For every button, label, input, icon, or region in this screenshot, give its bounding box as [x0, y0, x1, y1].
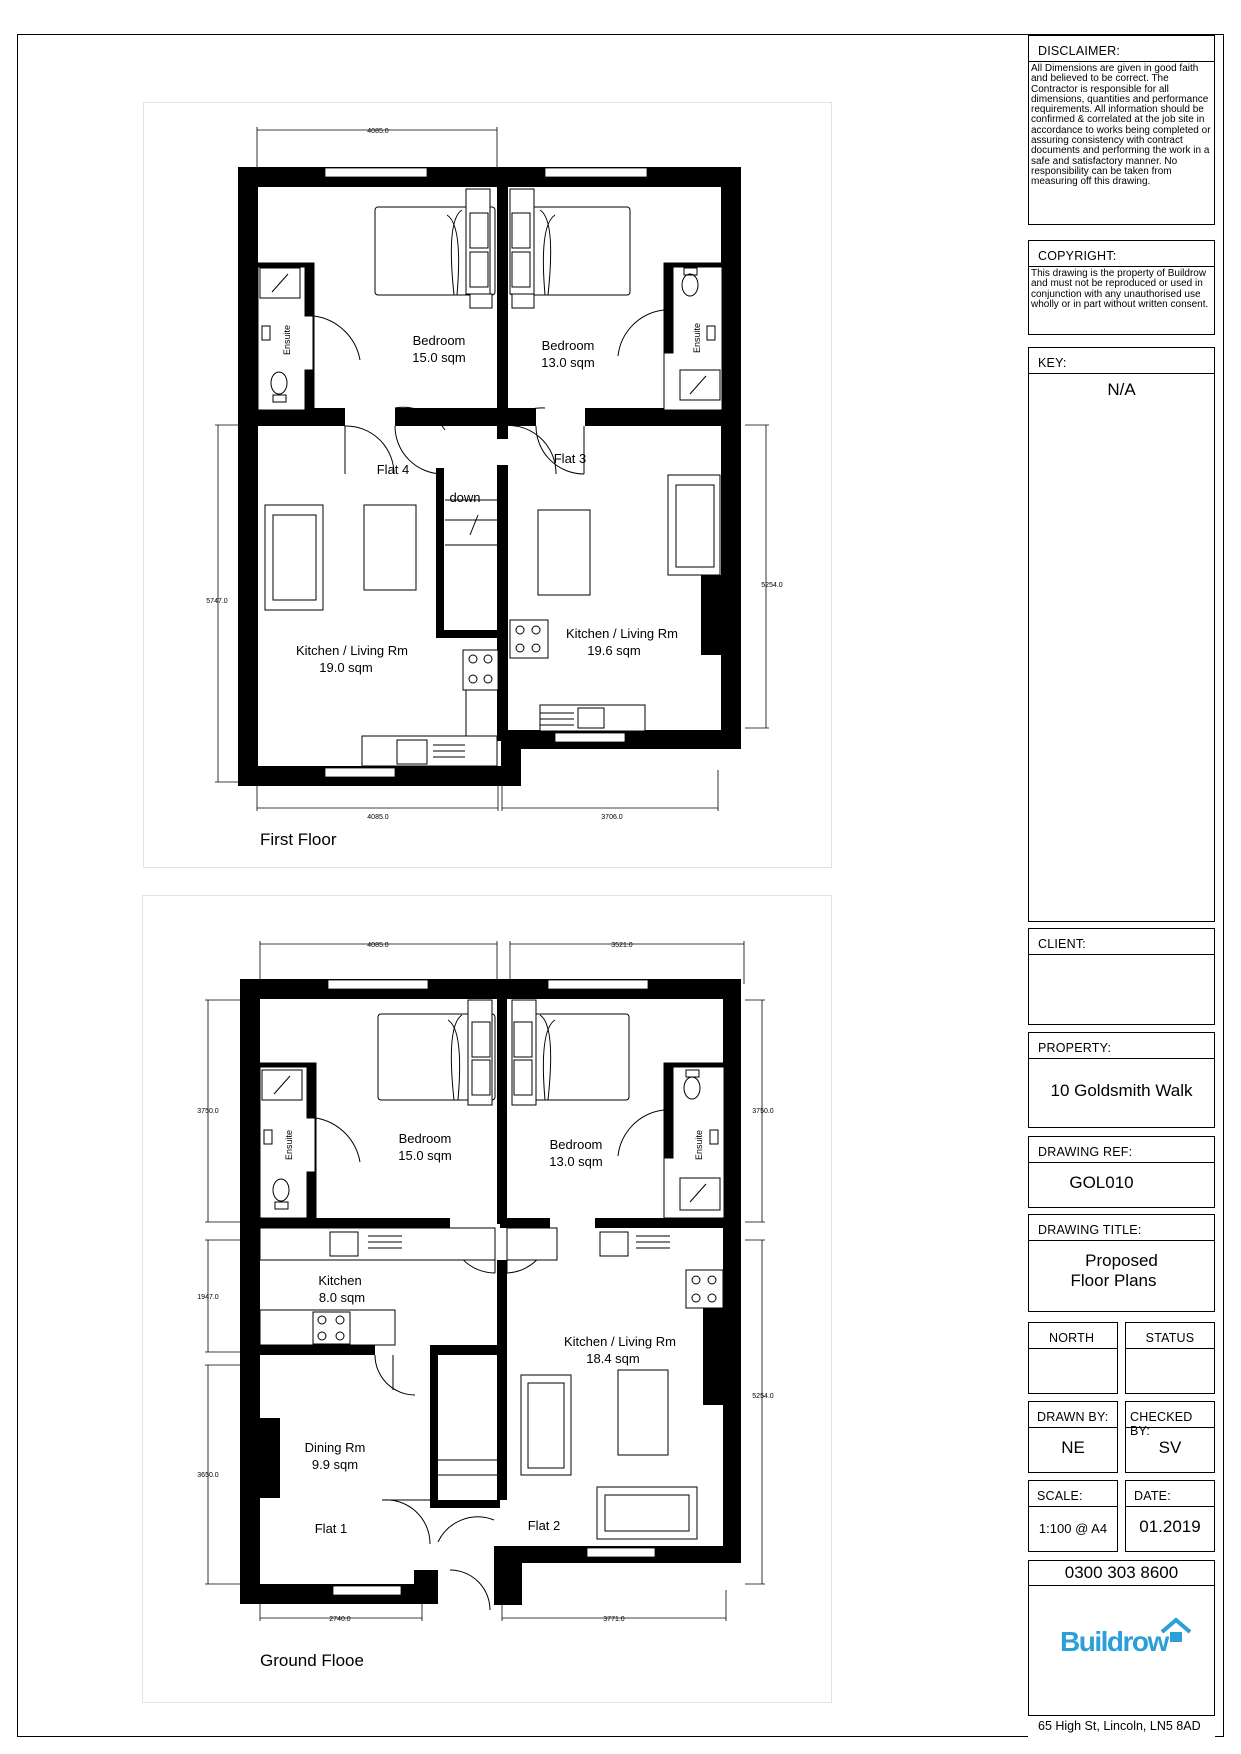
- ff-ensuite-left: Ensuite: [282, 324, 292, 356]
- north-box: [1028, 1322, 1118, 1394]
- gf-bed-right-name: Bedroom: [549, 1137, 603, 1152]
- logo-text: Buildrow: [1060, 1626, 1168, 1657]
- gf-kitchen-name: Kitchen: [318, 1273, 362, 1288]
- gf-bed-right-area: 13.0 sqm: [549, 1154, 603, 1169]
- drawn-by-label: DRAWN BY:: [1029, 1402, 1117, 1428]
- gf-dim-bottom-left: 2740.0: [329, 1616, 351, 1623]
- ff-kit-left-name: Kitchen / Living Rm: [296, 643, 408, 658]
- ff-kit-right-area: 19.6 sqm: [587, 643, 641, 658]
- scale-box: [1028, 1480, 1118, 1552]
- copyright-label: COPYRIGHT:: [1029, 241, 1214, 267]
- first-floor-plan: [206, 127, 783, 821]
- ff-dim-right: 5254.0: [761, 582, 783, 589]
- date-box: [1125, 1480, 1215, 1552]
- ff-dim-bottom-right: 3706.0: [601, 814, 623, 821]
- checked-by-box: [1125, 1401, 1215, 1473]
- address-text: 65 High St, Lincoln, LN5 8AD: [1038, 1719, 1201, 1733]
- gf-kit-right-name: Kitchen / Living Rm: [564, 1334, 676, 1349]
- status-box: [1125, 1322, 1215, 1394]
- ff-dim-top: 4085.0: [367, 128, 389, 135]
- gf-dining-area: 9.9 sqm: [311, 1457, 359, 1472]
- property-box: [1028, 1032, 1215, 1128]
- ground-floor-title: Ground Flooe: [260, 1651, 364, 1670]
- key-value: N/A: [1107, 380, 1136, 399]
- logo-box: [1028, 1586, 1215, 1716]
- gf-ensuite-left: Ensuite: [284, 1129, 294, 1161]
- first-floor-furniture: [265, 475, 720, 766]
- key-label: KEY:: [1029, 348, 1214, 374]
- drawing-title-line1: Proposed: [1085, 1251, 1158, 1270]
- drawing-ref-value: GOL010: [1069, 1173, 1134, 1192]
- gf-dim-left-bottom: 3650.0: [197, 1472, 219, 1479]
- disclaimer-text: All Dimensions are given in good faith and believed to be correct. The Contractor is responsible for all dimensions, quantities and performance requirements. All information should be confirmed & correlated at the job site in accordance to works being completed or assuring consistency with contract documents and performing the work in a safe and satisfactory manner. No responsibility can be taken from measuring off this drawing.: [1031, 63, 1211, 188]
- gf-dim-top-left: 4085.0: [367, 942, 389, 949]
- property-label: PROPERTY:: [1029, 1033, 1214, 1059]
- client-box: [1028, 928, 1215, 1025]
- drawn-by-box: [1028, 1401, 1118, 1473]
- ff-flat-right: Flat 3: [553, 451, 587, 466]
- ff-bed-right-area: 13.0 sqm: [541, 355, 595, 370]
- ff-flat-left: Flat 4: [376, 462, 410, 477]
- ff-kit-left-area: 19.0 sqm: [319, 660, 373, 675]
- disclaimer-label: DISCLAIMER:: [1029, 36, 1214, 62]
- address-box: [1028, 1716, 1215, 1737]
- drawn-by-value: NE: [1061, 1438, 1085, 1457]
- gf-flat-left: Flat 1: [314, 1521, 348, 1536]
- gf-dining-name: Dining Rm: [304, 1440, 366, 1455]
- gf-dim-right-bottom: 5254.0: [752, 1393, 774, 1400]
- phone-number: 0300 303 8600: [1064, 1563, 1179, 1582]
- date-value: 01.2019: [1139, 1517, 1201, 1536]
- drawing-title-label: DRAWING TITLE:: [1029, 1215, 1214, 1241]
- drawing-title-box: [1028, 1214, 1215, 1312]
- ff-dim-bottom-left: 4085.0: [367, 814, 389, 821]
- first-floor-title: First Floor: [260, 830, 337, 849]
- date-label: DATE:: [1126, 1481, 1214, 1507]
- checked-by-label: CHECKED BY:: [1126, 1402, 1214, 1428]
- first-floor-stair: [445, 500, 497, 545]
- north-label: NORTH: [1029, 1323, 1117, 1349]
- drawing-ref-box: [1028, 1136, 1215, 1208]
- ff-kit-right-name: Kitchen / Living Rm: [566, 626, 678, 641]
- gf-dim-left-top: 3750.0: [197, 1108, 219, 1115]
- gf-dim-right-top: 3750.0: [752, 1108, 774, 1115]
- gf-ensuite-right: Ensuite: [694, 1129, 704, 1161]
- drawing-ref-label: DRAWING REF:: [1029, 1137, 1214, 1163]
- logo-house-icon: [1158, 1614, 1194, 1650]
- gf-dim-top-right: 3521.0: [611, 942, 633, 949]
- ground-floor-stair: [438, 1460, 497, 1475]
- gf-kitchen-area: 8.0 sqm: [318, 1290, 366, 1305]
- ff-dim-left: 5747.0: [206, 598, 228, 605]
- copyright-box: [1028, 240, 1215, 335]
- gf-bed-left-area: 15.0 sqm: [398, 1148, 452, 1163]
- property-value: 10 Goldsmith Walk: [1050, 1081, 1193, 1100]
- client-label: CLIENT:: [1029, 929, 1214, 955]
- ff-ensuite-right: Ensuite: [692, 322, 702, 354]
- ff-bed-left-area: 15.0 sqm: [412, 350, 466, 365]
- scale-value: 1:100 @ A4: [1038, 1521, 1108, 1536]
- copyright-text: This drawing is the property of Buildrow and must not be reproduced or used in conjunction with any unauthorised use wholly or in part without written consent.: [1031, 268, 1209, 310]
- gf-dim-bottom-right: 3771.0: [603, 1616, 625, 1623]
- gf-bed-left-name: Bedroom: [398, 1131, 452, 1146]
- gf-dim-left-mid: 1947.0: [197, 1294, 219, 1301]
- ff-bed-right-name: Bedroom: [541, 338, 595, 353]
- ff-stair-label: down: [449, 490, 481, 505]
- buildrow-logo: [1060, 1626, 1200, 1666]
- gf-kit-right-area: 18.4 sqm: [586, 1351, 640, 1366]
- key-box: [1028, 347, 1215, 922]
- phone-box: [1028, 1560, 1215, 1586]
- scale-label: SCALE:: [1029, 1481, 1117, 1507]
- checked-by-value: SV: [1158, 1438, 1182, 1457]
- gf-flat-right: Flat 2: [527, 1518, 561, 1533]
- ground-floor-plan: [197, 941, 774, 1623]
- ff-bed-left-name: Bedroom: [412, 333, 466, 348]
- disclaimer-box: [1028, 35, 1215, 225]
- drawing-title-line2: Floor Plans: [1070, 1271, 1157, 1290]
- status-label: STATUS: [1126, 1323, 1214, 1349]
